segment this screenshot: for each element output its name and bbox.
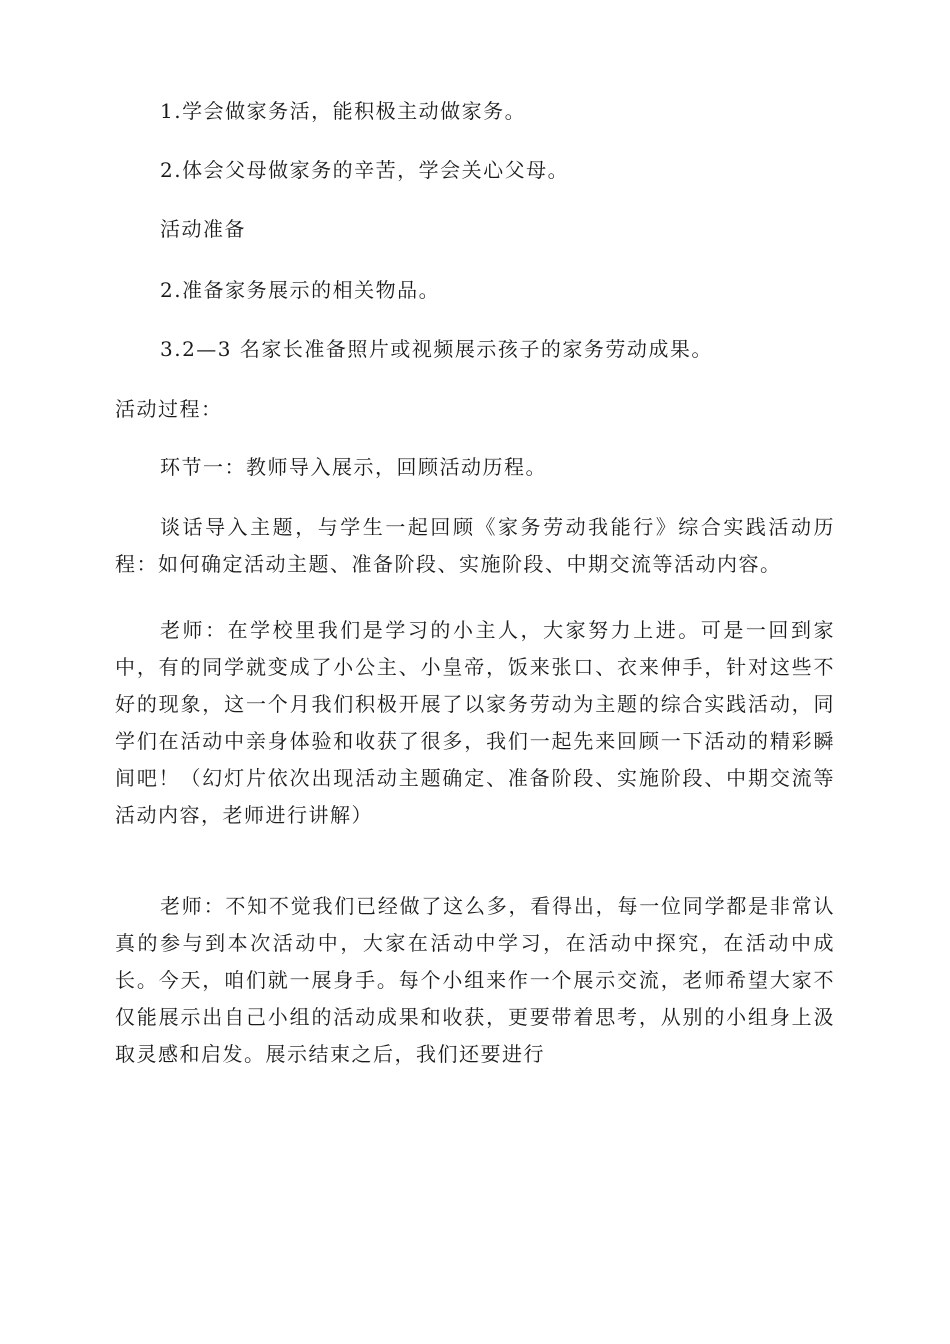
intro-paragraph: 谈话导入主题，与学生一起回顾《家务劳动我能行》综合实践活动历程：如何确定活动主题、准备阶段、实施阶段、中期交流等活动内容。 — [115, 515, 835, 576]
goal-2: 2.体会父母做家务的辛苦，学会关心父母。 — [160, 158, 570, 182]
process-heading: 活动过程： — [115, 397, 223, 421]
step-1-heading: 环节一：教师导入展示，回顾活动历程。 — [160, 455, 547, 479]
prep-item-2: 2.准备家务展示的相关物品。 — [160, 278, 441, 302]
prep-item-3: 3.2—3 名家长准备照片或视频展示孩子的家务劳动成果。 — [160, 337, 713, 361]
teacher-paragraph-2: 老师：不知不觉我们已经做了这么多，看得出，每一位同学都是非常认真的参与到本次活动中，大家在活动中学习，在活动中探究，在活动中成长。今天，咱们就一展身手。每个小组来作一个展示交流，老师希望大家不仅能展示出自己小组的活动成果和收获，更要带着思考，从别的小组身上汲取灵感和启发。展示结束之后，我们还要进行 — [115, 894, 835, 1066]
prep-heading: 活动准备 — [160, 217, 246, 241]
teacher-paragraph-1: 老师：在学校里我们是学习的小主人，大家努力上进。可是一回到家中，有的同学就变成了小公主、小皇帝，饭来张口、衣来伸手，针对这些不好的现象，这一个月我们积极开展了以家务劳动为主题的综合实践活动，同学们在活动中亲身体验和收获了很多，我们一起先来回顾一下活动的精彩瞬间吧！（幻灯片依次出现活动主题确定、准备阶段、实施阶段、中期交流等活动内容，老师进行讲解） — [115, 618, 835, 827]
goal-1: 1.学会做家务活，能积极主动做家务。 — [160, 99, 527, 123]
